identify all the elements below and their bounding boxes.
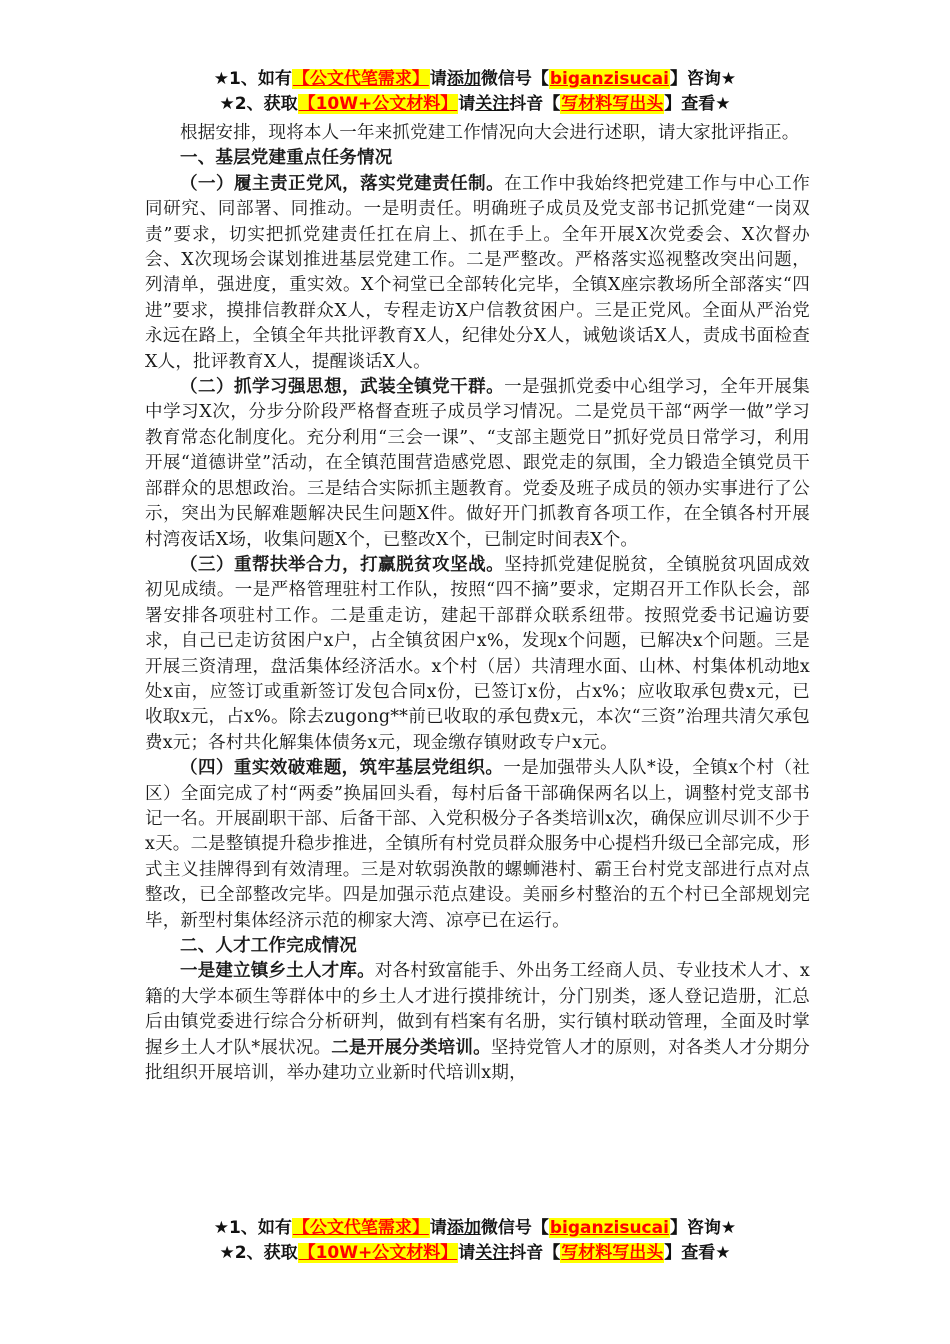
highlight-wechat-id: biganzisucai [549,69,669,89]
highlight-materials: 【10W+公文材料】 [298,94,458,114]
section-2-heading: 二、人才工作完成情况 [180,936,357,956]
footer-banner [0,1216,950,1266]
subsection-3-title: （三）重帮扶举合力，打赢脱贫攻坚战。 [180,554,505,575]
subsection-4-paragraph: （四）重实效破难题，筑牢基层党组织。一是加强带头人队*设，全镇x个村（社区）全面完成了村“两委”换届回头看，每村后备干部确保两名以上，调整村党支部书记一名。开展副职干部、后备干部、入党积极分子各类培训x次，确保应训尽训不少于x天。二是整镇提升稳步推进，全镇所有村党员群众服务中心提档升级已全部完成，形式主义挂牌得到有效清理。三是对软弱涣散的螺蛳港村、霸王台村党支部进行点对点整改，已全部整改完毕。四是加强示范点建设。美丽乡村整治的五个村已全部规划完毕，新型村集体经济示范的柳家大湾、凉亭已在运行。 [145,758,811,931]
header-banner [0,67,950,117]
banner-line-1: ★1、如有【公文代笔需求】请添加微信号【biganzisucai】咨询★ [213,69,737,89]
highlight-douyin-id: 写材料写出头 [561,94,664,114]
subsection-3-paragraph: （三）重帮扶举合力，打赢脱贫攻坚战。坚持抓党建促脱贫，全镇脱贫巩固成效初见成绩。一是严格管理驻村工作队，按照“四不摘”要求，定期召开工作队长会，部署安排各项驻村工作。二是重走访，建起干部群众联系纽带。按照党委书记遍访要求，自己已走访贫困户x户，占全镇贫困户x%，发现x个问题，已解决x个问题。三是开展三资清理，盘活集体经济活水。x个村（居）共清理水面、山林、村集体机动地x处x亩，应签订或重新签订发包合同x份，已签订x份，占x%；应收取承包费x元，已收取x元，占x%。除去zugong**前已收取的承包费x元，本次“三资”治理共清欠承包费x元；各村共化解集体债务x元，现金缴存镇财政专户x元。 [145,554,810,753]
highlight-service: 【公文代笔需求】 [292,69,429,89]
section-2-paragraph: 一是建立镇乡土人才库。对各村致富能手、外出务工经商人员、专业技术人才、x籍的大学本硕生等群体中的乡土人才进行摸排统计，分门别类，逐人登记造册，汇总后由镇党委进行综合分析研判，做到有档案有名册，实行镇村联动管理，全面及时掌握乡土人才队*展状况。二是开展分类培训。坚持党管人才的原则，对各类人才分期分批组织开展培训，举办建功立业新时代培训x期， [145,961,811,1084]
document-body [145,121,810,1086]
banner-line-2: ★2、获取【10W+公文材料】请关注抖音【写材料写出头】查看★ [219,94,731,114]
section-1-heading: 一、基层党建重点任务情况 [180,148,393,169]
footer-line-2: ★2、获取【10W+公文材料】请关注抖音【写材料写出头】查看★ [219,1243,731,1263]
subsection-1-title: （一）履主责正党风，落实党建责任制。 [180,173,505,194]
subsection-2-title: （二）抓学习强思想，武装全镇党干群。 [180,377,505,398]
section-2-point-2: 二是开展分类培训。 [331,1037,491,1058]
footer-line-1: ★1、如有【公文代笔需求】请添加微信号【biganzisucai】咨询★ [213,1218,737,1238]
subsection-4-title: （四）重实效破难题，筑牢基层党组织。 [180,758,504,779]
intro-paragraph: 根据安排，现将本人一年来抓党建工作情况向大会进行述职，请大家批评指正。 [180,123,800,143]
subsection-2-paragraph: （二）抓学习强思想，武装全镇党干群。一是强抓党委中心组学习，全年开展集中学习X次，分步分阶段严格督查班子成员学习情况。二是党员干部“两学一做”学习教育常态化制度化。充分利用“三会一课”、“支部主题党日”抓好党员日常学习，利用开展“道德讲堂”活动，在全镇范围营造感党恩、跟党走的氛围，全力锻造全镇党员干部群众的思想政治。三是结合实际抓主题教育。党委及班子成员的领办实事进行了公示，突出为民解难题解决民生问题X件。做好开门抓教育各项工作，在全镇各村开展村湾夜话X场，收集问题X个，已整改X个，已制定时间表X个。 [145,377,810,550]
section-2-point-1: 一是建立镇乡土人才库。 [180,961,375,982]
subsection-1-paragraph: （一）履主责正党风，落实党建责任制。在工作中我始终把党建工作与中心工作同研究、同部署、同推动。一是明责任。明确班子成员及党支部书记抓党建“一岗双责”要求，切实把抓党建责任扛在肩上、抓在手上。全年开展X次党委会、X次督办会、X次现场会谋划推进基层党建工作。二是严整改。严格落实巡视整改突出问题，列清单，强进度，重实效。X个祠堂已全部转化完毕，全镇X座宗教场所全部落实“四进”要求，摸排信教群众X人，专程走访X户信教贫困户。三是正党风。全面从严治党永远在路上，全镇全年共批评教育X人，纪律处分X人，诫勉谈话X人，责成书面检查X人，批评教育X人，提醒谈话X人。 [145,173,810,372]
